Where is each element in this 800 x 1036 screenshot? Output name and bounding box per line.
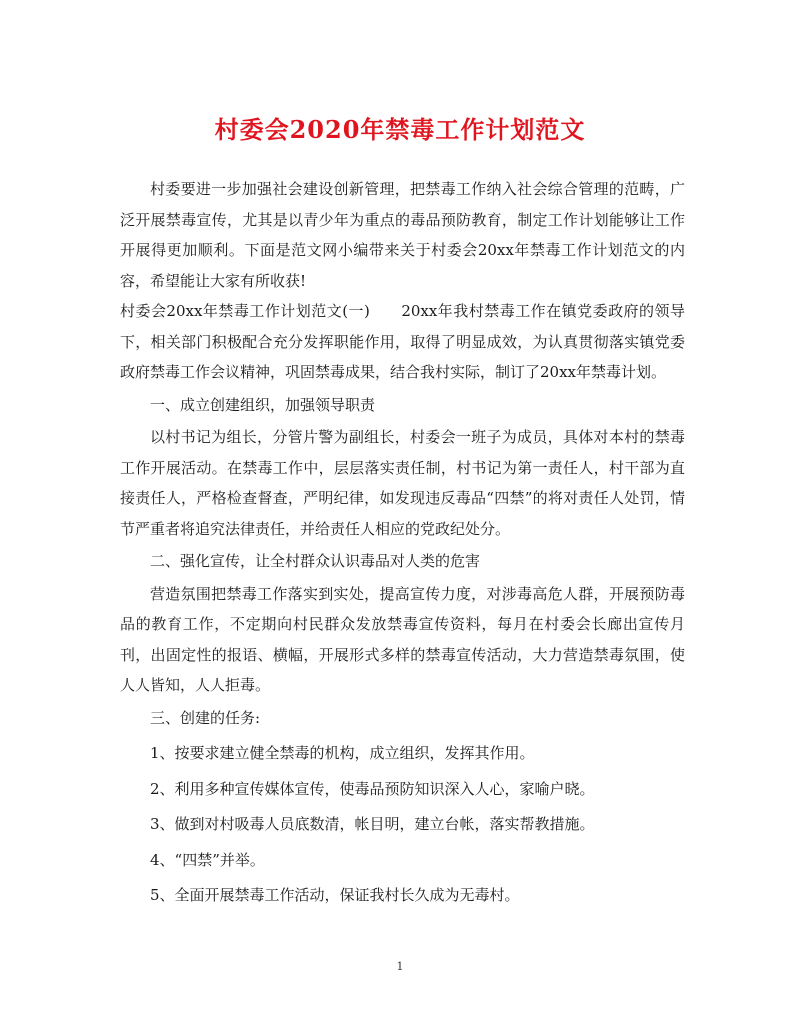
- intro-paragraph: 村委要进一步加强社会建设创新管理，把禁毒工作纳入社会综合管理的范畴，广泛开展禁毒宣传，尤其是以青少年为重点的毒品预防教育，制定工作计划能够让工作开展得更加顺利。下面是范文网小编带来关于村委会20xx年禁毒工作计划范文的内容，希望能让大家有所收获!: [120, 180, 685, 290]
- paragraph-2: 营造氛围把禁毒工作落实到实处，提高宣传力度，对涉毒高危人群，开展预防毒品的教育工作，不定期向村民群众发放禁毒宣传资料，每月在村委会长廊出宣传月刊，出固定性的报语、横幅，开展形式多样的禁毒宣传活动，大力营造禁毒氛围，使人人皆知，人人拒毒。: [120, 584, 685, 694]
- page-number: 1: [396, 960, 404, 973]
- task-item-1: 1、按要求建立健全禁毒的机构，成立组织，发挥其作用。: [150, 744, 535, 762]
- paragraph-1: 以村书记为组长，分管片警为副组长，村委会一班子为成员，具体对本村的禁毒工作开展活动。在禁毒工作中，层层落实责任制，村书记为第一责任人，村干部为直接责任人，严格检查督查，严明纪律，如发现违反毒品“四禁”的将对责任人处罚，情节严重者将追究法律责任，并给责任人相应的党政纪处分。: [120, 428, 685, 538]
- heading-2: 二、强化宣传，让全村群众认识毒品对人类的危害: [150, 552, 481, 570]
- section-intro-paragraph: 村委会20xx年禁毒工作计划范文(一) 20xx年我村禁毒工作在镇党委政府的领导下，相关部门积极配合充分发挥职能作用，取得了明显成效，为认真贯彻落实镇党委政府禁毒工作会议精神，巩固禁毒成果，结合我村实际，制订了20xx年禁毒计划。: [120, 302, 685, 381]
- task-item-2: 2、利用多种宣传媒体宣传，使毒品预防知识深入人心，家喻户晓。: [150, 779, 595, 798]
- task-item-4: 4、“四禁”并举。: [150, 850, 265, 869]
- heading-1: 一、成立创建组织，加强领导职责: [150, 395, 376, 414]
- task-item-5: 5、全面开展禁毒工作活动，保证我村长久成为无毒村。: [150, 886, 520, 904]
- heading-3: 三、创建的任务:: [150, 708, 261, 727]
- task-item-3: 3、做到对村吸毒人员底数清，帐目明，建立台帐，落实帮教措施。: [150, 815, 595, 833]
- document-title: 村委会2020年禁毒工作计划范文: [214, 115, 586, 144]
- document-body: [120, 174, 685, 911]
